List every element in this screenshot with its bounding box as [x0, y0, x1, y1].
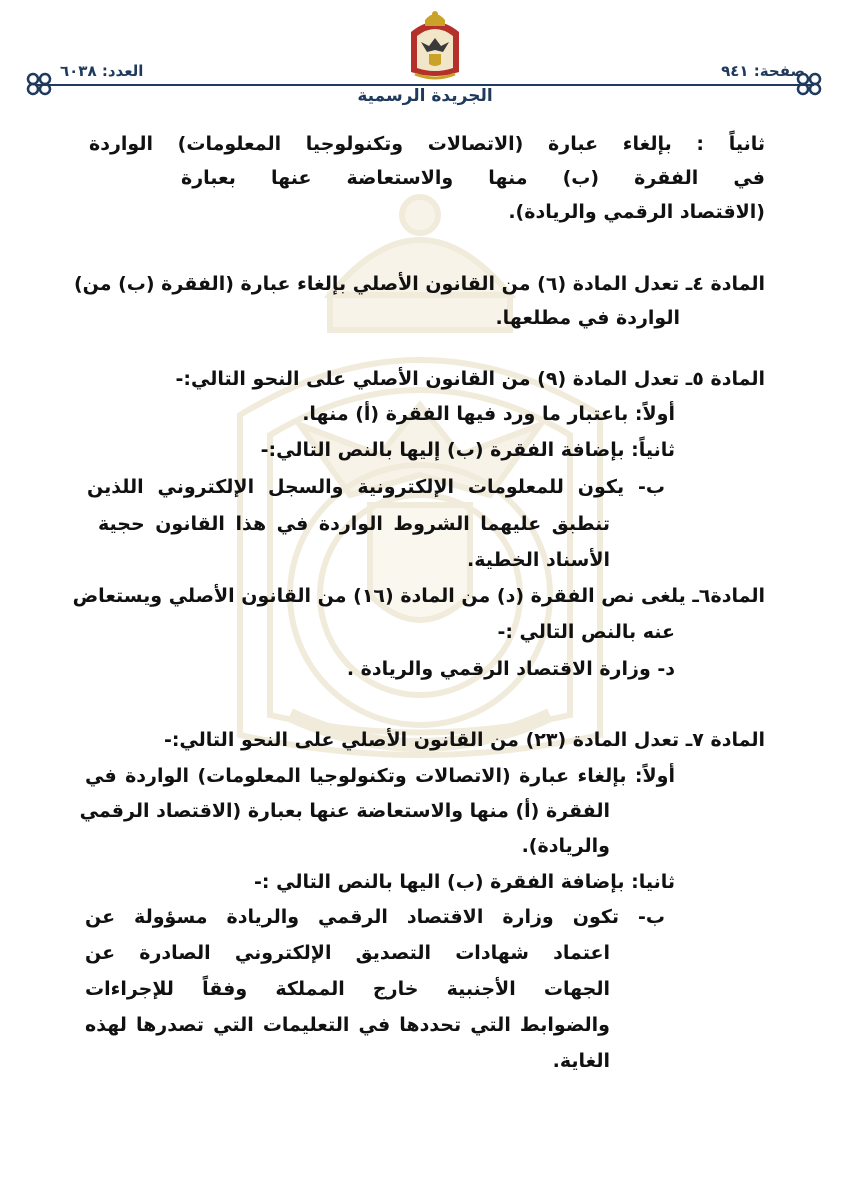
text-line: د- وزارة الاقتصاد الرقمي والريادة . — [346, 658, 675, 680]
text-line: في الفقرة (ب) منها والاستعاضة عنها بعبارة — [181, 167, 765, 189]
text-line: ثانيا: بإضافة الفقرة (ب) اليها بالنص التالي :- — [254, 871, 675, 893]
text-line: ب- يكون للمعلومات الإلكترونية والسجل الإلكتروني اللذين — [87, 476, 665, 498]
text-line: الفقرة (أ) منها والاستعاضة عنها بعبارة (الاقتصاد الرقمي — [79, 800, 610, 822]
text-line: أولاً: باعتبار ما ورد فيها الفقرة (أ) منها. — [302, 403, 675, 425]
text-line: ثانياً : بإلغاء عبارة (الاتصالات وتكنولوجيا المعلومات) الواردة — [89, 133, 765, 155]
page-number: صفحة: ٩٤١ — [721, 62, 805, 80]
text-line: الجهات الأجنبية خارج المملكة وفقاً للإجراءات — [85, 978, 610, 1000]
text-line: عنه بالنص التالي :- — [497, 621, 675, 643]
text-line: والريادة). — [521, 835, 610, 857]
ornament-knot-left-icon — [26, 72, 52, 96]
text-line: الغاية. — [552, 1050, 610, 1072]
gazette-title: الجريدة الرسمية — [357, 86, 493, 106]
text-line: ثانياً: بإضافة الفقرة (ب) إليها بالنص التالي:- — [260, 439, 675, 461]
text-line: ب- تكون وزارة الاقتصاد الرقمي والريادة مسؤولة عن — [85, 906, 665, 928]
text-line: أولاً: بإلغاء عبارة (الاتصالات وتكنولوجيا المعلومات) الواردة في — [85, 765, 675, 787]
text-line: تنطبق عليهما الشروط الواردة في هذا القانون حجية — [98, 513, 610, 535]
issue-number: العدد: ٦٠٣٨ — [60, 62, 144, 80]
text-line: الواردة في مطلعها. — [495, 307, 680, 329]
text-line: المادة ٧ـ تعدل المادة (٢٣) من القانون الأصلي على النحو التالي:- — [163, 729, 765, 751]
ornament-knot-right-icon — [796, 72, 822, 96]
text-line: الأسناد الخطية. — [467, 549, 610, 571]
text-line: والضوابط التي تحددها في التعليمات التي تصدرها لهذه — [85, 1014, 610, 1036]
royal-crest-icon — [405, 10, 465, 82]
text-line: المادة ٥ـ تعدل المادة (٩) من القانون الأصلي على النحو التالي:- — [175, 368, 765, 390]
text-line: المادة ٤ـ تعدل المادة (٦) من القانون الأصلي بإلغاء عبارة (الفقرة (ب) من) — [73, 273, 765, 295]
text-line: المادة٦ـ يلغى نص الفقرة (د) من المادة (١٦) من القانون الأصلي ويستعاض — [72, 585, 765, 607]
text-line: (الاقتصاد الرقمي والريادة). — [508, 201, 765, 223]
text-line: اعتماد شهادات التصديق الإلكتروني الصادرة عن — [85, 942, 610, 964]
